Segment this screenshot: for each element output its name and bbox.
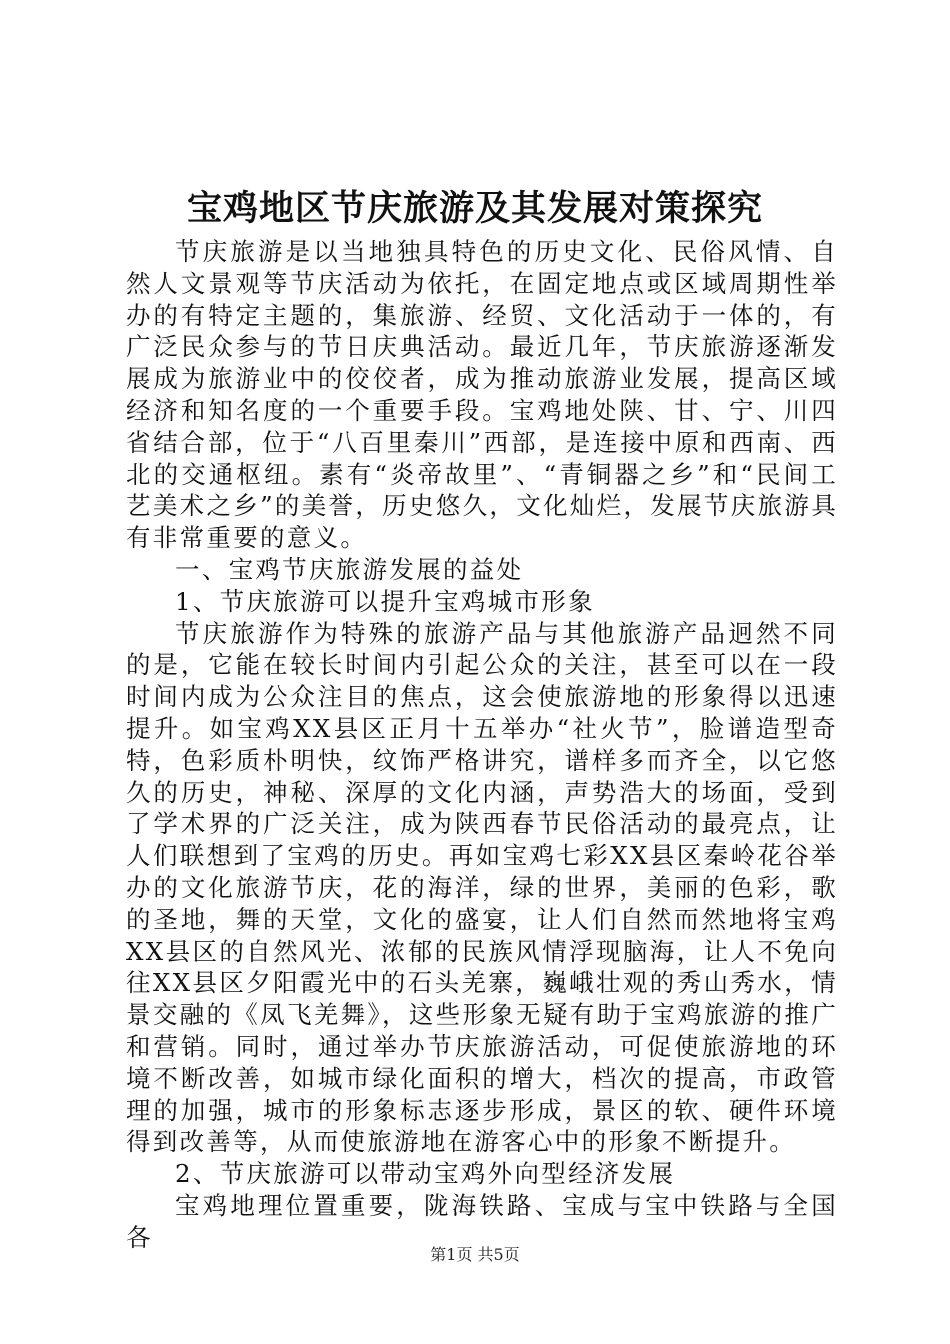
document-title: 宝鸡地区节庆旅游及其发展对策探究 (186, 188, 763, 229)
page-footer: 第1页 共5页 (430, 1245, 520, 1264)
section-heading: 一、宝鸡节庆旅游发展的益处 (175, 554, 524, 584)
subsection-body-1: 节庆旅游作为特殊的旅游产品与其他旅游产品迥然不同的是，它能在较长时间内引起公众的关注，甚至可以在一段时间内成为公众注目的焦点，这会使旅游地的形象得以迅速提升。如宝鸡XX县区正月十五举办“社火节”，脸谱造型奇特，色彩质朴明快，纹饰严格讲究，谱样多而齐全，以它悠久的历史，神秘、深厚的文化内涵，声势浩大的场面，受到了学术界的广泛关注，成为陕西春节民俗活动的最亮点，让人们联想到了宝鸡的历史。再如宝鸡七彩XX县区秦岭花谷举办的文化旅游节庆，花的海洋，绿的世界，美丽的色彩，歌的圣地，舞的天堂，文化的盛宴，让人们自然而然地将宝鸡XX县区的自然风光、浓郁的民族风情浮现脑海，让人不免向往XX县区夕阳霞光中的石头羌寨，巍峨壮观的秀山秀水，情景交融的《凤飞羌舞》，这些形象无疑有助于宝鸡旅游的推广和营销。同时，通过举办节庆旅游活动，可促使旅游地的环境不断改善，如城市绿化面积的增大，档次的提高，市政管理的加强，城市的形象标志逐步形成，景区的软、硬件环境得到改善等，从而使旅游地在游客心中的形象不断提升。 (126, 618, 839, 1157)
subsection-heading-1: 1、节庆旅游可以提升宝鸡城市形象 (175, 586, 595, 616)
intro-paragraph: 节庆旅游是以当地独具特色的历史文化、民俗风情、自然人文景观等节庆活动为依托，在固定地点或区域周期性举办的有特定主题的，集旅游、经贸、文化活动于一体的，有广泛民众参与的节日庆典活动。最近几年，节庆旅游逐渐发展成为旅游业中的佼佼者，成为推动旅游业发展，提高区域经济和知名度的一个重要手段。宝鸡地处陕、甘、宁、川四省结合部，位于“八百里秦川”西部，是连接中原和西南、西北的交通枢纽。素有“炎帝故里”、“青铜器之乡”和“民间工艺美术之乡”的美誉，历史悠久，文化灿烂，发展节庆旅游具有非常重要的意义。 (126, 237, 838, 553)
subsection-heading-2: 2、节庆旅游可以带动宝鸡外向型经济发展 (175, 1159, 676, 1189)
document-body (126, 236, 838, 1254)
subsection-body-2: 宝鸡地理位置重要，陇海铁路、宝成与宝中铁路与全国各 (126, 1190, 838, 1252)
